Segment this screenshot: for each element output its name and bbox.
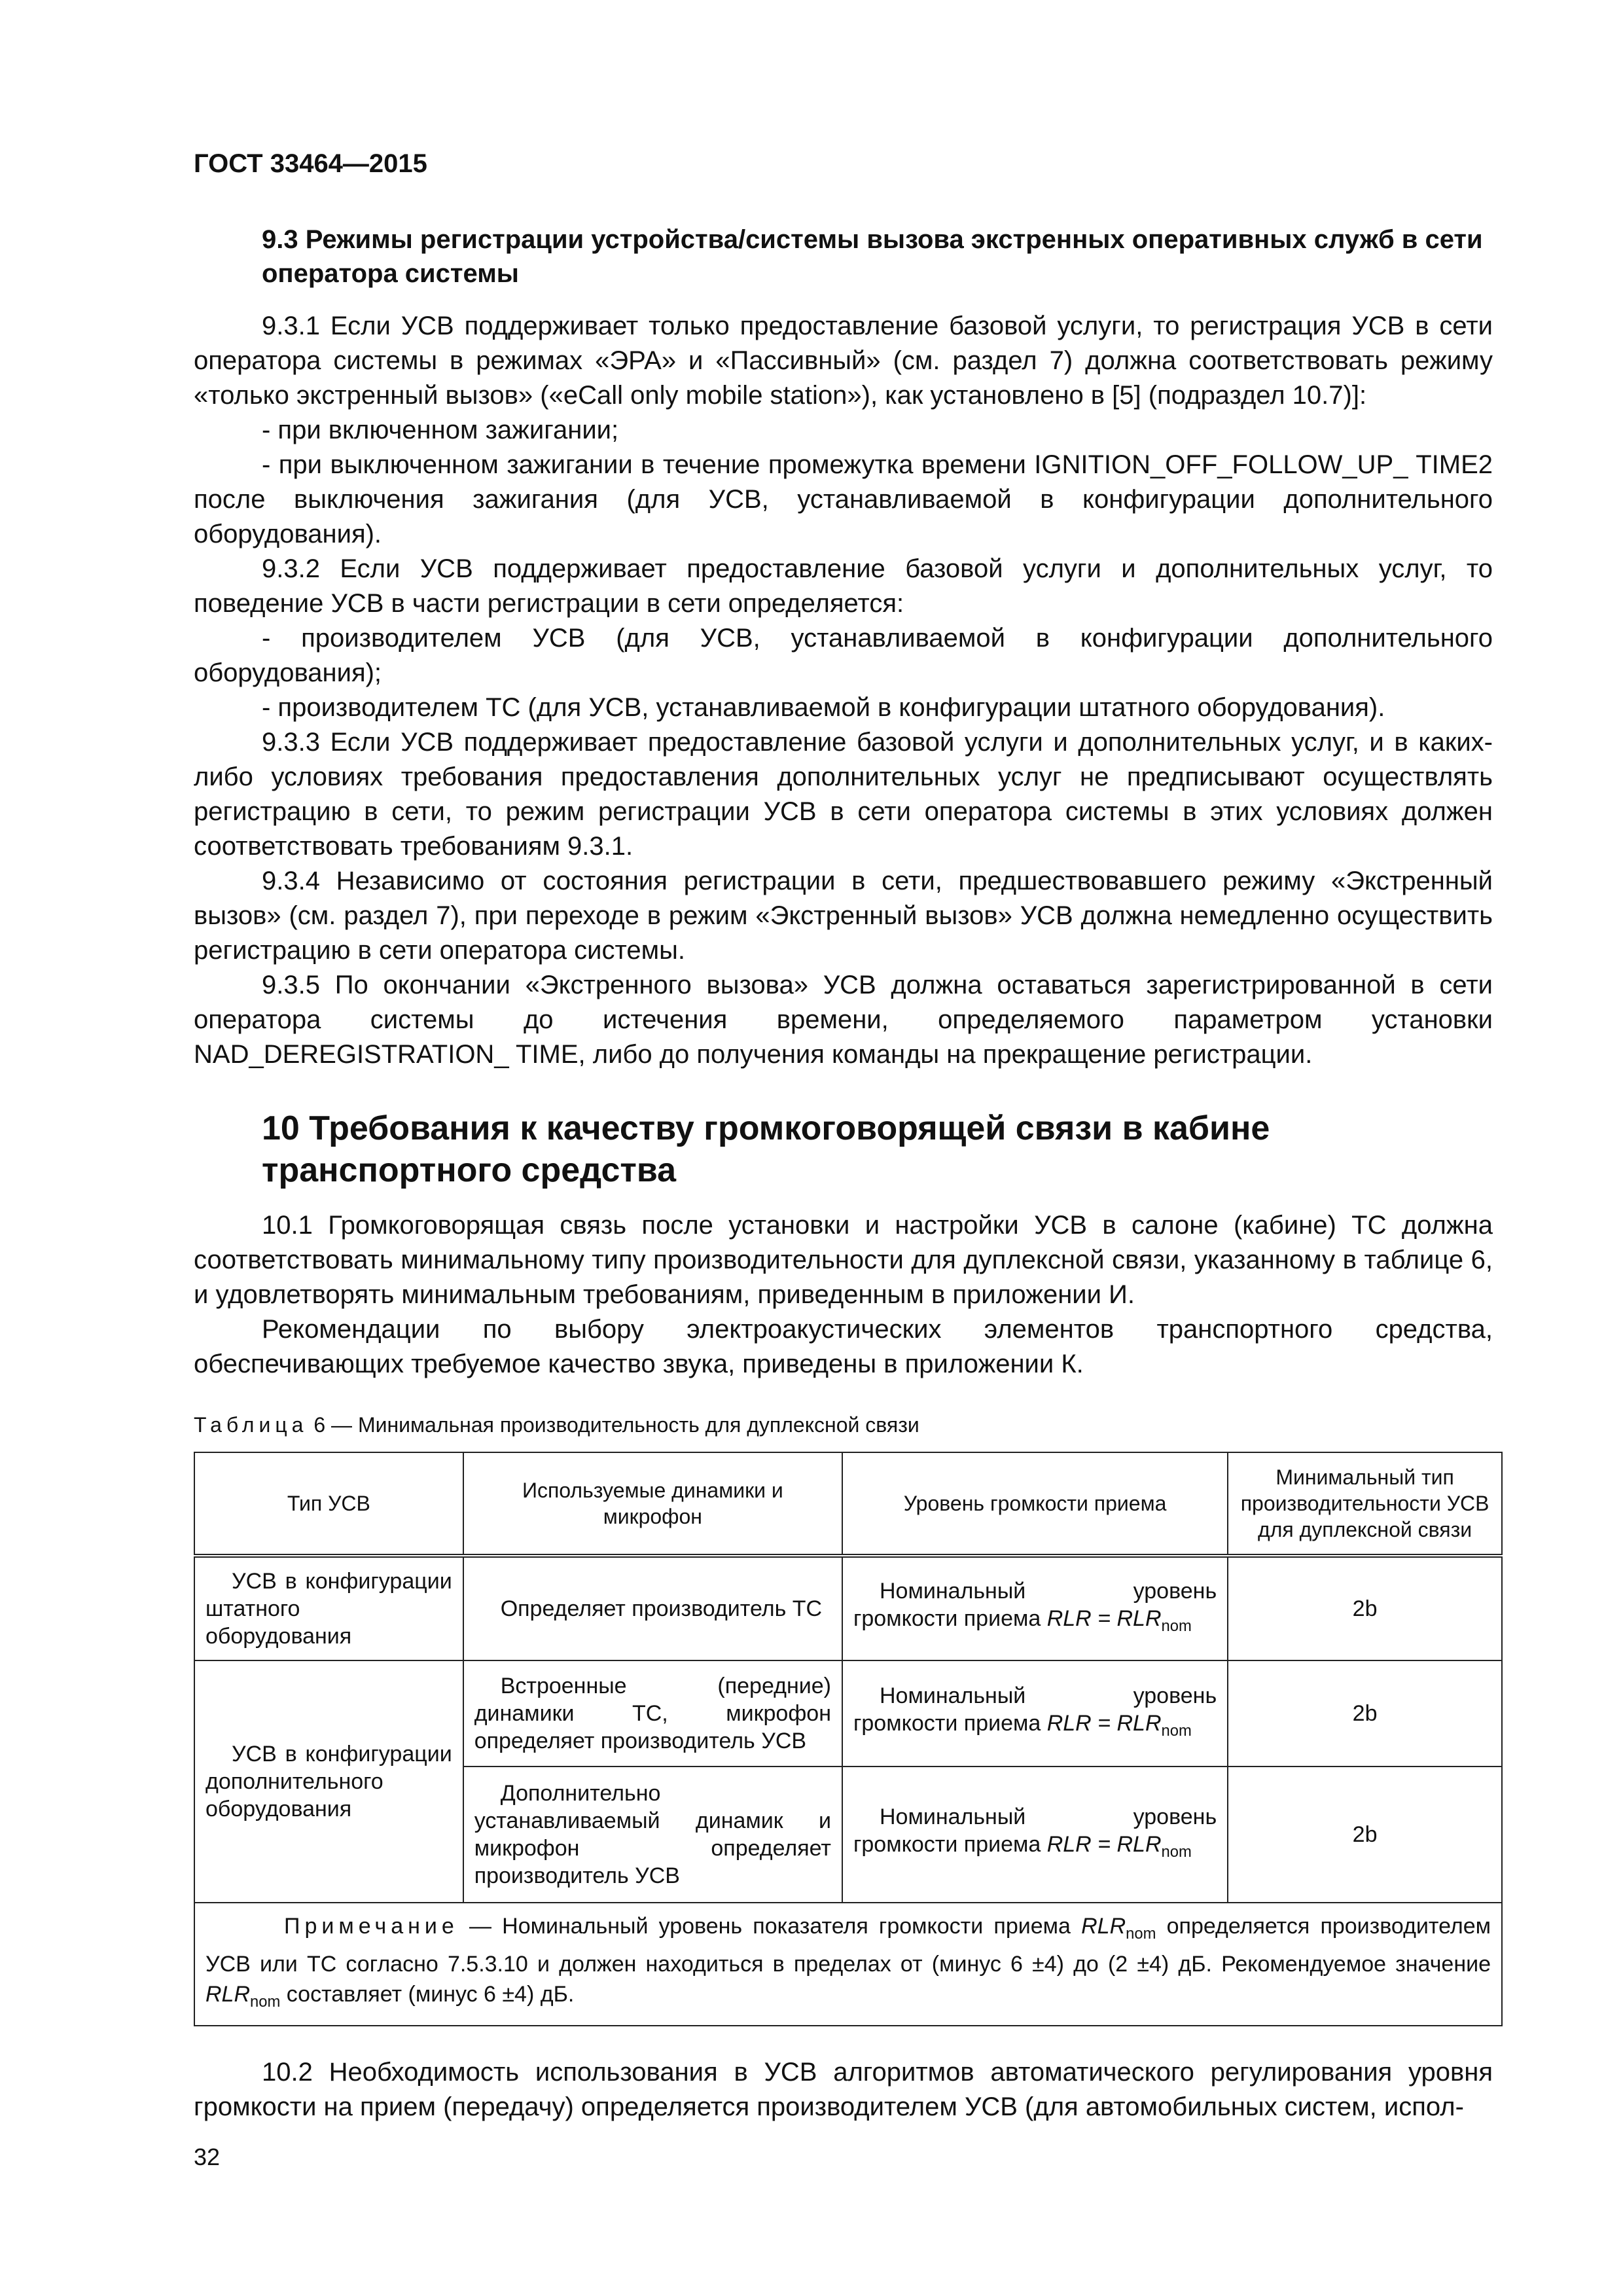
paragraph-9-3-4: 9.3.4 Независимо от состояния регистрации в сети, предшествовавшего режиму «Экстренный вызов» (см. раздел 7), при переходе в режим «Экстренный вызов» УСВ должна немедленно осуществить регистрацию в сети оператора системы.	[194, 867, 1493, 965]
header-usv-type: Тип УСВ	[194, 1452, 463, 1556]
paragraph-9-3-1: 9.3.1 Если УСВ поддерживает только предоставление базовой услуги, то регистрация УСВ в сети оператора системы в режимах «ЭРА» и «Пассивный» (см. раздел 7) должна соответствовать режиму «только экстренный вызов» («eCall only mobile station»), как установлено в [5] (подраздел 10.7)]:	[194, 312, 1493, 410]
cell-volume-level: Номинальный уровень громкости приема RLR = $RLR_{nom}$	[842, 1660, 1228, 1767]
cell-performance-type: 2b	[1228, 1767, 1502, 1903]
cell-volume-level: Номинальный уровень громкости приема RLR = $RLR_{nom}$	[842, 1556, 1228, 1660]
cell-speakers: Определяет производитель ТС	[463, 1556, 842, 1660]
cell-speakers: Дополнительно устанавливаемый динамик и микрофон определяет производитель УСВ	[463, 1767, 842, 1903]
paragraph-9-3-3: 9.3.3 Если УСВ поддерживает предоставление базовой услуги и дополнительных услуг, и в каких-либо условиях требования предоставления дополнительных услуг не предписывают осуществлять регистрацию в сети, то режим регистрации УСВ в сети оператора системы в этих условиях должен соответствовать требованиям 9.3.1.	[194, 728, 1493, 861]
table-caption-label: Таблица	[194, 1413, 308, 1437]
standard-header: ГОСТ 33464—2015	[194, 149, 427, 178]
list-item-ignition-off: - при выключенном зажигании в течение промежутка времени IGNITION_OFF_FOLLOW_UP_ TIME2 после выключения зажигания (для УСВ, устанавливаемой в конфигурации дополнительного оборудования).	[194, 450, 1493, 548]
header-volume-level: Уровень громкости приема	[842, 1452, 1228, 1556]
paragraph-10-2: 10.2 Необходимость использования в УСВ алгоритмов автоматического регулирования уровня громкости на прием (передачу) определяется производителем УСВ (для автомобильных систем, испол-	[194, 2057, 1493, 2121]
page-number: 32	[194, 2144, 221, 2170]
paragraph-9-3-5: 9.3.5 По окончании «Экстренного вызова» УСВ должна оставаться зарегистрированной в сети оператора системы до истечения времени, определяемого параметром установки NAD_DEREGISTRATION_ TIME, либо до получения команды на прекращение регистрации.	[194, 971, 1493, 1069]
list-item-ignition-on: - при включенном зажигании;	[262, 416, 619, 444]
table-header-row	[194, 1452, 1502, 1556]
section-10-heading: 10 Требования к качеству громкоговорящей связи в кабине транспортного средства	[262, 1109, 1270, 1189]
note-label: Примечание	[284, 1914, 459, 1939]
table-row	[194, 1556, 1502, 1660]
cell-performance-type: 2b	[1228, 1660, 1502, 1767]
cell-usv-type: УСВ в конфигурации дополнительного оборудования	[194, 1660, 463, 1903]
table-caption-text: 6 — Минимальная производительность для дуплексной связи	[313, 1413, 919, 1437]
paragraph-recommendations: Рекомендации по выбору электроакустических элементов транспортного средства, обеспечивающих требуемое качество звука, приведены в приложении К.	[194, 1315, 1493, 1378]
cell-performance-type: 2b	[1228, 1556, 1502, 1660]
table-caption	[194, 1413, 1493, 1437]
cell-speakers: Встроенные (передние) динамики ТС, микрофон определяет производитель УСВ	[463, 1660, 842, 1767]
paragraph-9-3-2: 9.3.2 Если УСВ поддерживает предоставление базовой услуги и дополнительных услуг, то поведение УСВ в части регистрации в сети определяется:	[194, 554, 1493, 618]
section-9-3-heading: 9.3 Режимы регистрации устройства/системы вызова экстренных оперативных служб в сети оператора системы	[262, 225, 1483, 288]
table-row	[194, 1660, 1502, 1767]
performance-table	[194, 1452, 1503, 2026]
cell-usv-type: УСВ в конфигурации штатного оборудования	[194, 1556, 463, 1660]
list-item-ts-maker: - производителем ТС (для УСВ, устанавливаемой в конфигурации штатного оборудования).	[262, 693, 1385, 722]
header-performance-type: Минимальный тип производительности УСВ для дуплексной связи	[1228, 1452, 1502, 1556]
table-note-row	[194, 1903, 1502, 2026]
page-content	[194, 223, 1493, 2125]
header-speakers: Используемые динамики и микрофон	[463, 1452, 842, 1556]
cell-volume-level: Номинальный уровень громкости приема RLR = $RLR_{nom}$	[842, 1767, 1228, 1903]
list-item-usv-maker: - производителем УСВ (для УСВ, устанавливаемой в конфигурации дополнительного оборудования);	[194, 624, 1493, 687]
table-note: Примечание — Номинальный уровень показателя громкости приема $RLR_{nom}$ определяется производителем УСВ или ТС согласно 7.5.3.10 и должен находиться в пределах от (минус 6 ±4) до (2 ±4) дБ. Рекомендуемое значение $RLR_{nom}$ составляет (минус 6 ±4) дБ.	[194, 1903, 1502, 2026]
paragraph-10-1: 10.1 Громкоговорящая связь после установки и настройки УСВ в салоне (кабине) ТС должна соответствовать минимальному типу производительности для дуплексной связи, указанному в таблице 6, и удовлетворять минимальным требованиям, приведенным в приложении И.	[194, 1211, 1493, 1309]
